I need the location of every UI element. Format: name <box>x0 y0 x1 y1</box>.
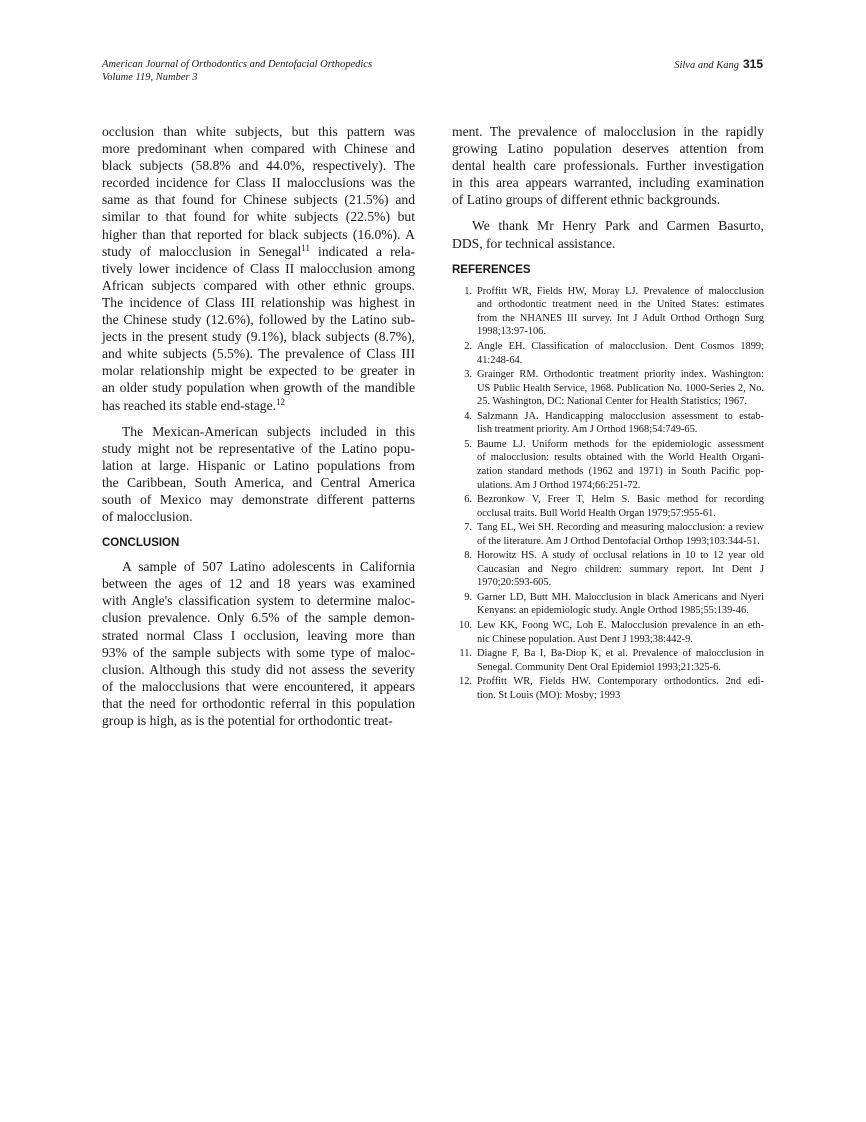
paragraph-gap <box>452 208 764 217</box>
paragraph <box>452 123 764 208</box>
text-line: DDS, for technical assistance. <box>452 235 616 251</box>
paragraph <box>452 217 764 251</box>
reference-item <box>452 521 764 548</box>
reference-line: of malocclusion: results obtained with the World Health Organi- <box>477 452 764 464</box>
paragraph <box>102 558 415 729</box>
reference-text <box>477 619 764 646</box>
reference-line: Tang EL, Wei SH. Recording and measuring malocclusion: a review <box>477 522 764 534</box>
text-line: between the ages of 12 and 18 years was examined <box>102 576 415 592</box>
reference-item <box>452 549 764 590</box>
reference-item <box>452 619 764 646</box>
reference-item <box>452 493 764 520</box>
text-line: jects in the present study (9.1%), black subjects (8.7%), <box>102 329 415 345</box>
reference-line: Angle EH. Classification of malocclusion. Dent Cosmos 1899; <box>477 340 764 352</box>
reference-number: 8. <box>464 550 472 562</box>
reference-text <box>477 285 764 339</box>
reference-line: and orthodontic treatment need in the United States: estimates <box>477 299 764 311</box>
reference-text <box>477 675 764 702</box>
text-line: study of malocclusion in Senegal$^{11}$ indicated a rela- <box>102 242 416 259</box>
reference-number: 9. <box>464 591 472 603</box>
reference-line: Lew KK, Foong WC, Loh E. Malocclusion prevalence in an eth- <box>477 619 764 631</box>
reference-item <box>452 647 764 674</box>
reference-number: 10. <box>459 619 472 631</box>
left-body-text <box>102 123 415 525</box>
references-heading: REFERENCES <box>452 263 531 276</box>
citation-superscript: 12 <box>276 396 286 407</box>
reference-text <box>477 493 764 520</box>
reference-item <box>452 438 764 492</box>
reference-line: 25. Washington, DC: National Center for Health Statistics; 1967. <box>477 396 747 408</box>
reference-item <box>452 591 764 618</box>
conclusion-text <box>102 558 415 729</box>
text-line: The incidence of Class III relationship was highest in <box>102 294 415 310</box>
text-line: in this area appears warranted, including examination <box>452 175 764 191</box>
reference-line: occlusal traits. Bull World Health Organ 1979;57:955-61. <box>477 507 716 519</box>
reference-line: of the literature. Am J Orthod Dentofacial Orthop 1993;103:344-51. <box>477 535 760 547</box>
text-line: the Caribbean, South America, and Central America <box>102 474 415 490</box>
text-line: of malocclusion. <box>102 509 193 525</box>
text-line: The Mexican-American subjects included in this <box>122 423 415 439</box>
journal-title: American Journal of Orthodontics and Dentofacial Orthopedics <box>102 59 373 70</box>
text-line: black subjects (58.8% and 44.0%, respectively). The <box>102 158 415 174</box>
text-line: tively lower incidence of Class II malocclusion among <box>102 260 415 276</box>
text-line: group is high, as is the potential for orthodontic treat- <box>102 713 393 728</box>
reference-item <box>452 368 764 409</box>
text-line: higher than that reported for black subjects (16.0%). A <box>102 226 415 242</box>
running-header-left <box>102 58 372 84</box>
reference-item <box>452 285 764 339</box>
reference-number: 7. <box>464 522 472 534</box>
running-header-right <box>674 58 763 72</box>
reference-line: lish treatment priority. Am J Orthod 1968;54:749-65. <box>477 424 698 436</box>
reference-line: Diagne F, Ba I, Ba-Diop K, et al. Prevalence of malocclusion in <box>477 648 764 659</box>
reference-line: nic Chinese population. Aust Dent J 1993;38:442-9. <box>477 633 693 645</box>
reference-number: 5. <box>464 438 472 450</box>
text-line: same as that found for Chinese subjects (21.5%) and <box>102 192 415 208</box>
reference-line: 1998;13:97-106. <box>477 326 546 338</box>
text-line: with Angle's classification system to determine maloc- <box>102 593 415 609</box>
reference-line: Horowitz HS. A study of occlusal relations in 10 to 12 year old <box>477 550 764 562</box>
paragraph-gap <box>102 414 415 423</box>
text-line: occlusion than white subjects, but this pattern was <box>102 124 415 139</box>
text-line: of Latino groups of different ethnic backgrounds. <box>452 192 721 208</box>
page-number: 315 <box>742 57 763 71</box>
paragraph <box>102 423 415 526</box>
reference-number: 11. <box>459 648 472 659</box>
text-line: strated normal Class I occlusion, leaving more than <box>102 627 415 643</box>
text-line: molar relationship might be expected to be greater in <box>102 363 415 379</box>
text-line: dental health care professionals. Further investigation <box>452 158 764 174</box>
reference-line: Bezronkow V, Freer T, Helm S. Basic method for recording <box>477 494 764 506</box>
reference-number: 2. <box>464 340 472 352</box>
text-line: more predominant when compared with Chinese and <box>102 141 415 157</box>
text-line: growing Latino population deserves attention from <box>452 141 764 157</box>
paragraph <box>102 123 415 414</box>
reference-item <box>452 340 764 367</box>
text-line: that the need for orthodontic referral in this population <box>102 695 415 711</box>
reference-line: Senegal. Community Dent Oral Epidemiol 1993;21:325-6. <box>477 661 721 673</box>
reference-line: Proffitt WR, Fields HW. Contemporary orthodontics. 2nd edi- <box>477 676 764 688</box>
right-column <box>452 123 764 703</box>
reference-text <box>477 591 764 618</box>
reference-text <box>477 410 764 437</box>
text-line: similar to that found for white subjects (22.5%) but <box>102 209 415 225</box>
reference-line: Caucasian and Negro children: summary report. Int Dent J <box>477 563 764 575</box>
reference-number: 4. <box>464 410 472 422</box>
reference-line: from the NHANES III survey. Int J Adult Orthod Orthogn Surg <box>477 312 764 324</box>
reference-number: 12. <box>459 676 472 688</box>
text-line: south of Mexico may demonstrate different patterns <box>102 491 415 507</box>
text-line: and white subjects (5.5%). The prevalence of Class III <box>102 346 415 362</box>
reference-line: 41:248-64. <box>477 354 523 366</box>
reference-line: tion. St Louis (MO): Mosby; 1993 <box>477 689 621 701</box>
journal-volume: Volume 119, Number 3 <box>102 72 198 83</box>
references-list <box>452 285 764 703</box>
text-line: ment. The prevalence of malocclusion in the rapidly <box>452 124 764 139</box>
text-line: has reached its stable end-stage.$^{12}$ <box>102 396 286 413</box>
reference-line: Kenyans: an epidemiologic study. Angle Orthod 1985;55:139-46. <box>477 605 749 617</box>
text-line: clusion prevalence. Only 6.5% of the sample demon- <box>102 610 415 626</box>
left-column <box>102 123 415 729</box>
reference-line: Salzmann JA. Handicapping malocclusion assessment to estab- <box>477 410 764 422</box>
reference-text <box>477 368 764 409</box>
reference-text <box>477 647 764 674</box>
reference-number: 3. <box>464 369 472 380</box>
reference-item <box>452 675 764 702</box>
text-line: study might not be representative of the Latino popu- <box>102 440 415 456</box>
reference-line: ulations. Am J Orthod 1974;66:251-72. <box>477 479 641 491</box>
reference-text <box>477 438 764 492</box>
text-line: clusion. Although this study did not assess the severity <box>102 661 415 677</box>
reference-text <box>477 549 764 590</box>
text-line: African subjects compared with other ethnic groups. <box>102 277 415 293</box>
reference-line: Grainger RM. Orthodontic treatment priority index. Washington: <box>477 369 764 380</box>
text-line: A sample of 507 Latino adolescents in California <box>122 559 415 575</box>
reference-line: Garner LD, Butt MH. Malocclusion in black Americans and Nyeri <box>477 591 764 603</box>
text-line: of the malocclusions that were encountered, it appears <box>102 678 415 694</box>
right-body-text <box>452 123 764 252</box>
text-line: an older study population when growth of the mandible <box>102 380 415 396</box>
reference-number: 6. <box>464 494 472 506</box>
reference-text <box>477 340 764 367</box>
reference-line: Baume LJ. Uniform methods for the epidemiologic assessment <box>477 438 764 450</box>
reference-text <box>477 521 764 548</box>
reference-number: 1. <box>464 285 472 297</box>
text-line: 93% of the sample subjects with some type of maloc- <box>102 644 415 660</box>
author-names: Silva and Kang <box>674 60 739 71</box>
reference-line: US Public Health Service, 1968. Publication No. 1000-Series 2, No. <box>477 382 764 394</box>
reference-line: 1970;20:593-605. <box>477 577 552 589</box>
text-line: lation at large. Hispanic or Latino populations from <box>102 457 415 473</box>
reference-item <box>452 410 764 437</box>
conclusion-heading: CONCLUSION <box>102 537 180 550</box>
reference-line: zation standard methods (1962 and 1971) in South Pacific pop- <box>477 465 764 477</box>
citation-superscript: 11 <box>301 242 310 253</box>
text-line: We thank Mr Henry Park and Carmen Basurto, <box>472 218 764 234</box>
text-line: recorded incidence for Class II malocclusions was the <box>102 175 415 191</box>
text-line: the Chinese study (12.6%), followed by the Latino sub- <box>102 312 415 328</box>
reference-line: Proffitt WR, Fields HW, Moray LJ. Prevalence of malocclusion <box>477 285 764 297</box>
